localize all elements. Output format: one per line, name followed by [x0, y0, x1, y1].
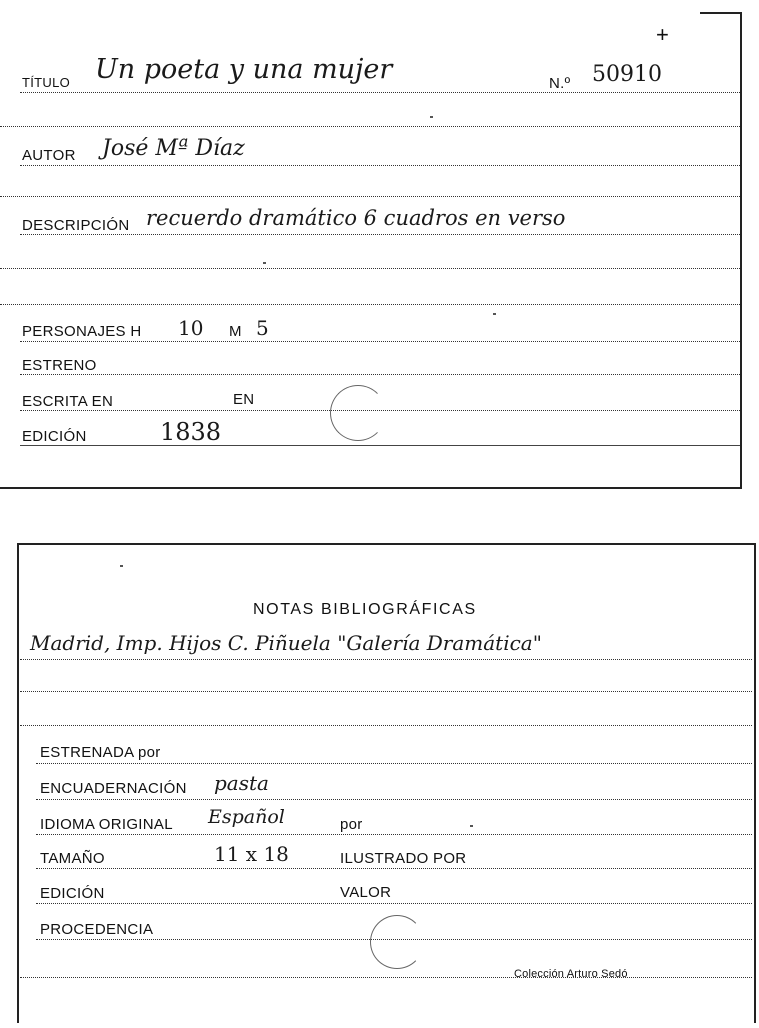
- edicion-back-line: [36, 903, 752, 904]
- catalog-card-front: [0, 0, 759, 495]
- card-right-edge: [754, 543, 756, 1023]
- speck: [470, 825, 473, 827]
- numero-label: N.º: [549, 75, 571, 92]
- coleccion-line: [20, 977, 752, 978]
- numero-value: 50910: [592, 62, 662, 87]
- titulo-value: Un poeta y una mujer: [95, 54, 393, 85]
- en-label: EN: [233, 391, 255, 408]
- card-right-edge: [740, 12, 742, 487]
- edicion-label: EDICIÓN: [22, 428, 87, 445]
- speck: [120, 565, 123, 567]
- edicion-value: 1838: [160, 418, 222, 446]
- valor-label: VALOR: [340, 884, 392, 901]
- encuadernacion-label: ENCUADERNACIÓN: [40, 780, 187, 797]
- tamano-line: [36, 868, 752, 869]
- estrenada-line: [36, 763, 752, 764]
- encuadernacion-value: pasta: [214, 771, 269, 795]
- estreno-label: ESTRENO: [22, 357, 97, 374]
- card-top-edge: [18, 543, 756, 545]
- edicion-line: [20, 445, 740, 446]
- speck: [430, 116, 433, 118]
- speck: [263, 262, 266, 264]
- descripcion-line: [20, 234, 740, 235]
- personajes-label: PERSONAJES H: [22, 323, 142, 340]
- personajes-m-label: M: [229, 323, 242, 340]
- personajes-m-value: 5: [256, 316, 269, 340]
- punch-hole-front: [330, 385, 386, 441]
- idioma-line: [36, 834, 752, 835]
- card-top-edge: [700, 12, 742, 14]
- tamano-value: 11 x 18: [214, 842, 289, 866]
- blank-line-4: [0, 304, 740, 305]
- blank-line-3: [0, 268, 740, 269]
- catalog-card-back: [0, 535, 759, 1028]
- punch-hole-back: [370, 915, 424, 969]
- notas-line-1: [20, 659, 752, 660]
- edicion-back-label: EDICIÓN: [40, 885, 105, 902]
- encuadernacion-line: [36, 799, 752, 800]
- personajes-line: [20, 341, 740, 342]
- card-bottom-edge: [0, 487, 742, 489]
- estreno-line: [20, 374, 740, 375]
- autor-line: [20, 165, 740, 166]
- ilustrado-label: ILUSTRADO POR: [340, 850, 467, 867]
- coleccion-label: Colección Arturo Sedó: [514, 968, 628, 980]
- tamano-label: TAMAÑO: [40, 850, 105, 867]
- estrenada-label: ESTRENADA por: [40, 744, 161, 761]
- por-label: por: [340, 816, 363, 833]
- descripcion-label: DESCRIPCIÓN: [22, 217, 130, 234]
- plus-mark: +: [656, 22, 670, 47]
- blank-line-2: [0, 196, 740, 197]
- idioma-value: Español: [208, 806, 285, 828]
- autor-value: José Mª Díaz: [102, 136, 245, 161]
- titulo-label: TÍTULO: [22, 75, 71, 90]
- notas-line-2: [20, 691, 752, 692]
- notas-heading: NOTAS BIBLIOGRÁFICAS: [253, 601, 477, 618]
- blank-line-1: [0, 126, 740, 127]
- idioma-label: IDIOMA ORIGINAL: [40, 816, 173, 833]
- titulo-line: [20, 92, 740, 93]
- speck: [493, 313, 496, 315]
- autor-label: AUTOR: [22, 147, 76, 164]
- notas-line-3: [20, 725, 752, 726]
- card-left-edge: [17, 543, 19, 1023]
- procedencia-label: PROCEDENCIA: [40, 921, 154, 938]
- descripcion-value: recuerdo dramático 6 cuadros en verso: [146, 206, 566, 230]
- notas-value: Madrid, Imp. Hijos C. Piñuela "Galería Dramática": [30, 631, 542, 655]
- personajes-h-value: 10: [178, 316, 204, 340]
- escrita-en-label: ESCRITA EN: [22, 393, 114, 410]
